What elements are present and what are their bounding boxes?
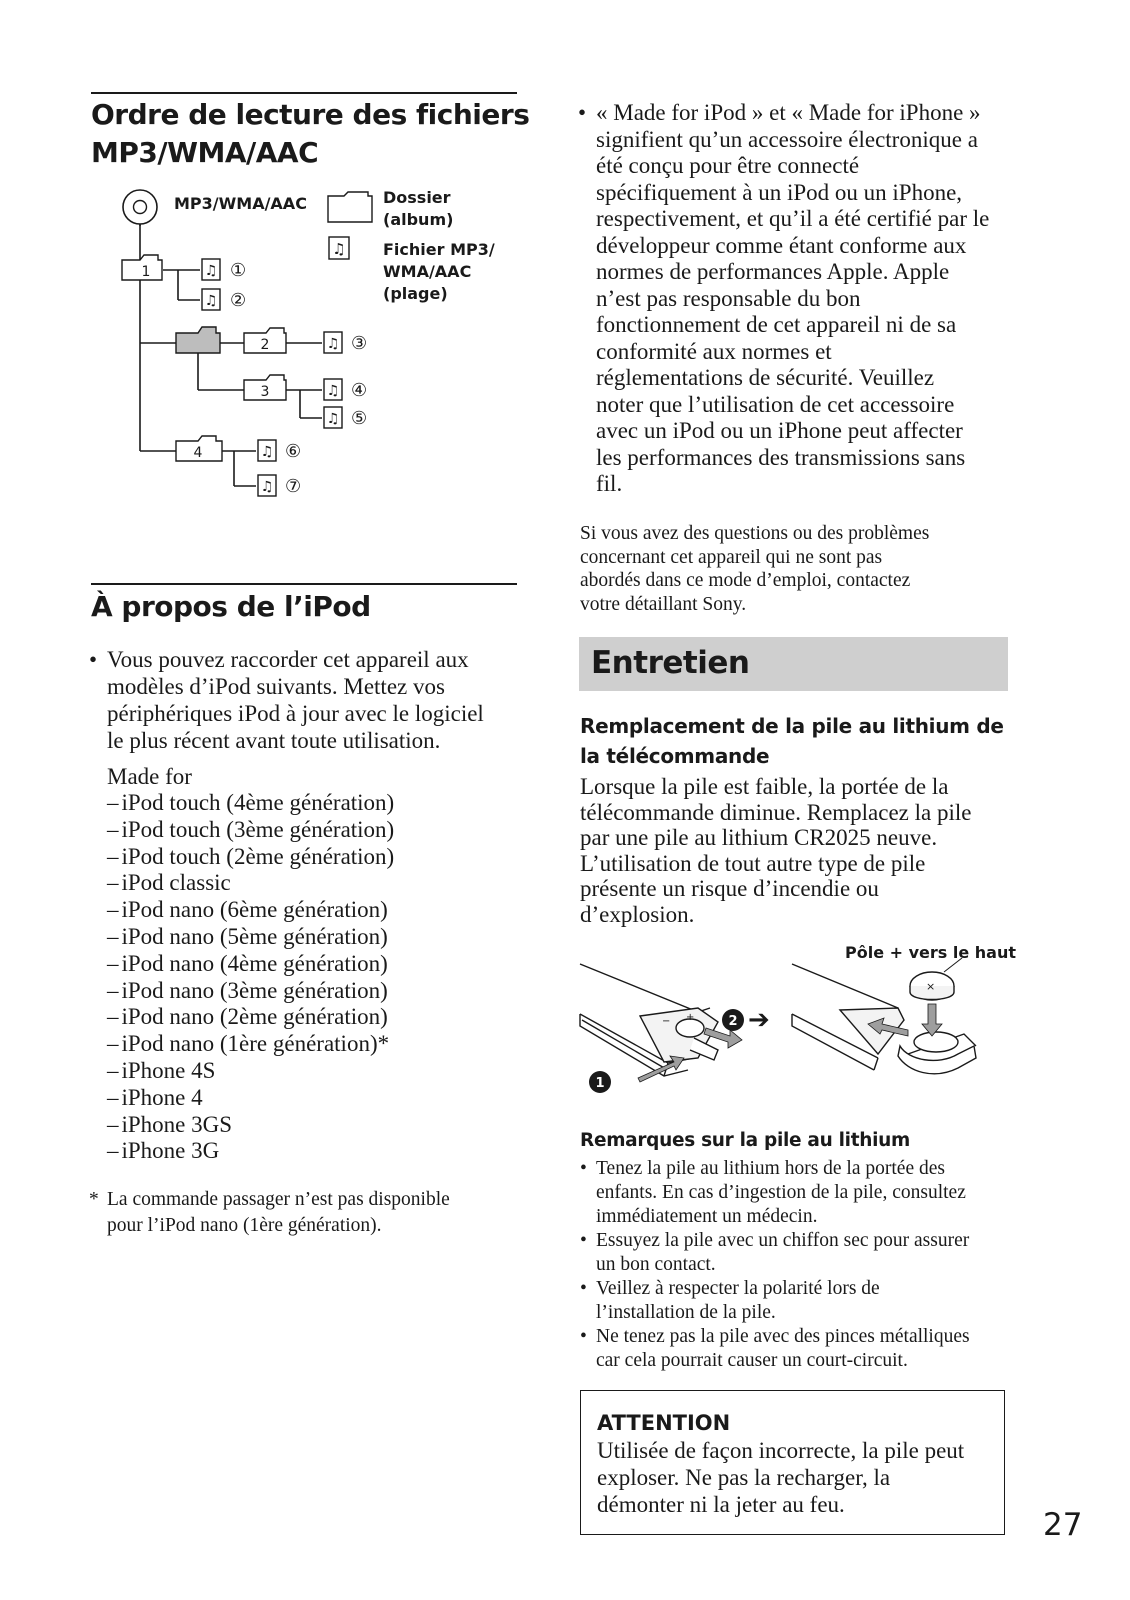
subsection-title-battery-replacement [580, 711, 1004, 771]
list-item: – iPod touch (3ème génération) [107, 817, 394, 844]
text-line: abordés dans ce mode d’emploi, contactez [580, 570, 911, 591]
list-item: – iPod touch (2ème génération) [107, 844, 394, 871]
music-file-icon [258, 440, 276, 461]
svg-text:♫: ♫ [332, 240, 346, 258]
bullet-dot: • [580, 1158, 587, 1179]
track-number: ③ [351, 333, 368, 354]
folder-number: 4 [193, 445, 203, 461]
text-line: été conçu pour être connecté [596, 153, 860, 178]
text-line: un bon contact. [596, 1254, 716, 1275]
ipod-model-list [107, 790, 394, 1165]
made-for-label: Made for [107, 764, 192, 789]
battery-replacement-paragraph [580, 774, 1020, 927]
text-line: d’explosion. [580, 901, 695, 927]
pole-label: Pôle + vers le haut [845, 943, 1016, 962]
text-line: Tenez la pile au lithium hors de la portée des [596, 1158, 945, 1179]
step-number: 1 [595, 1076, 605, 1091]
text-line: La commande passager n’est pas disponible [107, 1189, 450, 1210]
legend-music-file-icon [328, 236, 350, 260]
list-item: – iPod nano (5ème génération) [107, 924, 394, 951]
subsection-title-battery-notes: Remarques sur la pile au lithium [580, 1130, 910, 1151]
text-line: enfants. En cas d’ingestion de la pile, consultez [596, 1182, 966, 1203]
next-step-arrow-icon: ➔ [748, 1005, 770, 1035]
bullet-text [596, 1277, 880, 1325]
title-line: Remplacement de la pile au lithium de [580, 714, 1004, 738]
svg-text:♫: ♫ [204, 263, 218, 279]
text-line: avec un iPod ou un iPhone peut affecter [596, 418, 963, 443]
music-file-icon [258, 475, 276, 496]
folder-icon [244, 328, 286, 353]
music-file-icon [202, 289, 220, 310]
text-line: le plus récent avant toute utilisation. [107, 728, 441, 753]
svg-text:♫: ♫ [326, 411, 340, 427]
svg-text:♫: ♫ [204, 293, 218, 309]
footnote-mark: * [89, 1189, 99, 1210]
disc-label: MP3/WMA/AAC [174, 194, 307, 213]
bullet-text [596, 1325, 970, 1373]
section-title-entretien: Entretien [591, 645, 750, 681]
text-line: fil. [596, 471, 623, 496]
track-number: ① [230, 260, 247, 281]
remote-control-illustration [792, 964, 904, 1070]
text-line: car cela pourrait causer un court-circuit. [596, 1350, 908, 1371]
list-item [580, 1157, 1025, 1229]
bullet-text [107, 646, 519, 754]
list-item: – iPod nano (1ère génération)* [107, 1031, 394, 1058]
battery-notes-list [580, 1157, 1025, 1373]
remote-control-illustration [580, 964, 718, 1076]
music-file-icon [324, 332, 342, 353]
text-line: normes de performances Apple. Apple [596, 259, 950, 284]
bullet-dot: • [580, 1278, 587, 1299]
folder-number: 1 [141, 264, 151, 280]
step-number: 2 [728, 1014, 738, 1029]
section-rule-about-ipod [91, 583, 517, 585]
text-line: par une pile au lithium CR2025 neuve. [580, 825, 938, 850]
list-item [580, 1277, 1025, 1325]
text-line: « Made for iPod » et « Made for iPhone » [596, 100, 981, 125]
list-item: – iPod nano (2ème génération) [107, 1004, 394, 1031]
footnote-text [107, 1187, 450, 1239]
text-line: exploser. Ne pas la recharger, la [597, 1465, 891, 1490]
text-line: immédiatement un médecin. [596, 1206, 818, 1227]
list-item [580, 1229, 1025, 1277]
footnote [89, 1187, 529, 1239]
bullet-text [596, 1157, 966, 1229]
folder-icon-highlighted [176, 327, 220, 353]
bullet-dot: • [580, 1230, 587, 1251]
title-line: MP3/WMA/AAC [91, 136, 319, 169]
track-number: ② [230, 290, 247, 311]
cd-disc-icon [123, 190, 157, 224]
insert-arrow-icon [922, 1004, 942, 1036]
track-number: ④ [351, 380, 368, 401]
section-rule-playback-order [91, 92, 517, 94]
battery-minus-label: − [662, 1016, 671, 1027]
legend-line: Dossier [383, 188, 451, 207]
folder-number: 2 [260, 337, 270, 353]
track-number: ⑥ [285, 441, 302, 462]
list-item: – iPhone 4 [107, 1085, 394, 1112]
folder-number: 3 [260, 384, 270, 400]
lithium-battery-icon [910, 972, 954, 1000]
list-item: – iPhone 4S [107, 1058, 394, 1085]
folder-icon [176, 436, 222, 461]
bullet-text [596, 100, 1018, 498]
list-item: – iPod nano (4ème génération) [107, 951, 394, 978]
svg-text:♫: ♫ [326, 383, 340, 399]
text-line: réglementations de sécurité. Veuillez [596, 365, 935, 390]
text-line: L’utilisation de tout autre type de pile [580, 850, 926, 876]
legend-folder-icon [326, 190, 374, 224]
battery-tray-illustration [898, 1032, 976, 1074]
text-line: présente un risque d’incendie ou [580, 876, 879, 901]
legend-line: (album) [383, 210, 454, 229]
bullet-made-for-ipod-notice [578, 100, 1018, 498]
legend-line: (plage) [383, 284, 448, 303]
text-line: Essuyez la pile avec un chiffon sec pour assurer [596, 1230, 970, 1251]
bullet-text [596, 1229, 969, 1277]
text-line: Utilisée de façon incorrecte, la pile peut [597, 1438, 965, 1463]
attention-title: ATTENTION [597, 1411, 731, 1435]
music-file-icon [324, 379, 342, 400]
text-line: Si vous avez des questions ou des problèmes [580, 523, 930, 544]
list-item: – iPhone 3G [107, 1138, 394, 1165]
svg-text:×: × [926, 980, 936, 993]
text-line: modèles d’iPod suivants. Mettez vos [107, 674, 445, 699]
text-line: l’installation de la pile. [596, 1302, 776, 1323]
text-line: les performances des transmissions sans [596, 444, 966, 470]
track-number: ⑤ [351, 408, 368, 429]
text-line: pour l’iPod nano (1ère génération). [107, 1215, 382, 1236]
attention-text [597, 1437, 992, 1518]
text-line: fonctionnement de cet appareil ni de sa [596, 312, 957, 337]
list-item: – iPod touch (4ème génération) [107, 790, 394, 817]
text-line: votre détaillant Sony. [580, 593, 747, 615]
text-line: Veillez à respecter la polarité lors de [596, 1278, 880, 1299]
battery-plus-label: + [686, 1012, 695, 1023]
title-line: Ordre de lecture des fichiers [91, 98, 530, 131]
legend-file-label [383, 239, 495, 305]
list-item: – iPhone 3GS [107, 1112, 394, 1139]
text-line: démonter ni la jeter au feu. [597, 1492, 845, 1517]
text-line: n’est pas responsable du bon [596, 285, 861, 311]
title-line: la télécommande [580, 744, 770, 768]
text-line: Vous pouvez raccorder cet appareil aux [107, 647, 469, 672]
bullet-compatible-models [89, 646, 519, 754]
svg-text:♫: ♫ [260, 479, 274, 495]
svg-text:♫: ♫ [260, 444, 274, 460]
section-title-about-ipod: À propos de l’iPod [91, 590, 371, 623]
music-file-icon [202, 259, 220, 280]
track-number: ⑦ [285, 476, 302, 497]
section-title-playback-order [91, 96, 529, 172]
attention-box [580, 1390, 1005, 1535]
step-2-badge [722, 1009, 744, 1031]
text-line: périphériques iPod à jour avec le logiciel [107, 701, 484, 726]
contact-paragraph [580, 522, 1020, 616]
text-line: Ne tenez pas la pile avec des pinces métalliques [596, 1326, 970, 1347]
battery-replacement-illustration [578, 958, 1008, 1118]
step-1-badge [589, 1071, 611, 1093]
section-header-entretien [579, 637, 1008, 691]
text-line: télécommande diminue. Remplacez la pile [580, 799, 972, 825]
bullet-dot: • [578, 100, 587, 125]
list-item [580, 1325, 1025, 1373]
list-item: – iPod nano (6ème génération) [107, 897, 394, 924]
legend-folder-label [383, 187, 453, 231]
legend-line: WMA/AAC [383, 262, 472, 281]
bullet-dot: • [580, 1326, 587, 1347]
folder-icon [122, 255, 162, 280]
page-number: 27 [1043, 1507, 1083, 1543]
text-line: spécifiquement à un iPod ou un iPhone, [596, 179, 963, 205]
list-item: – iPod classic [107, 870, 394, 897]
text-line: Lorsque la pile est faible, la portée de la [580, 774, 949, 799]
svg-text:♫: ♫ [326, 336, 340, 352]
folder-tree-diagram [118, 184, 378, 514]
folder-icon [244, 375, 286, 400]
text-line: concernant cet appareil qui ne sont pas [580, 546, 883, 568]
text-line: conformité aux normes et [596, 338, 832, 364]
legend-line: Fichier MP3/ [383, 240, 495, 259]
leader-line [944, 958, 962, 972]
text-line: signifient qu’un accessoire électronique a [596, 126, 978, 152]
text-line: développeur comme étant conforme aux [596, 232, 967, 258]
list-item: – iPod nano (3ème génération) [107, 978, 394, 1005]
music-file-icon [324, 407, 342, 428]
bullet-dot: • [89, 647, 98, 672]
text-line: respectivement, et qu’il a été certifié par le [596, 206, 990, 231]
text-line: noter que l’utilisation de cet accessoire [596, 391, 955, 417]
